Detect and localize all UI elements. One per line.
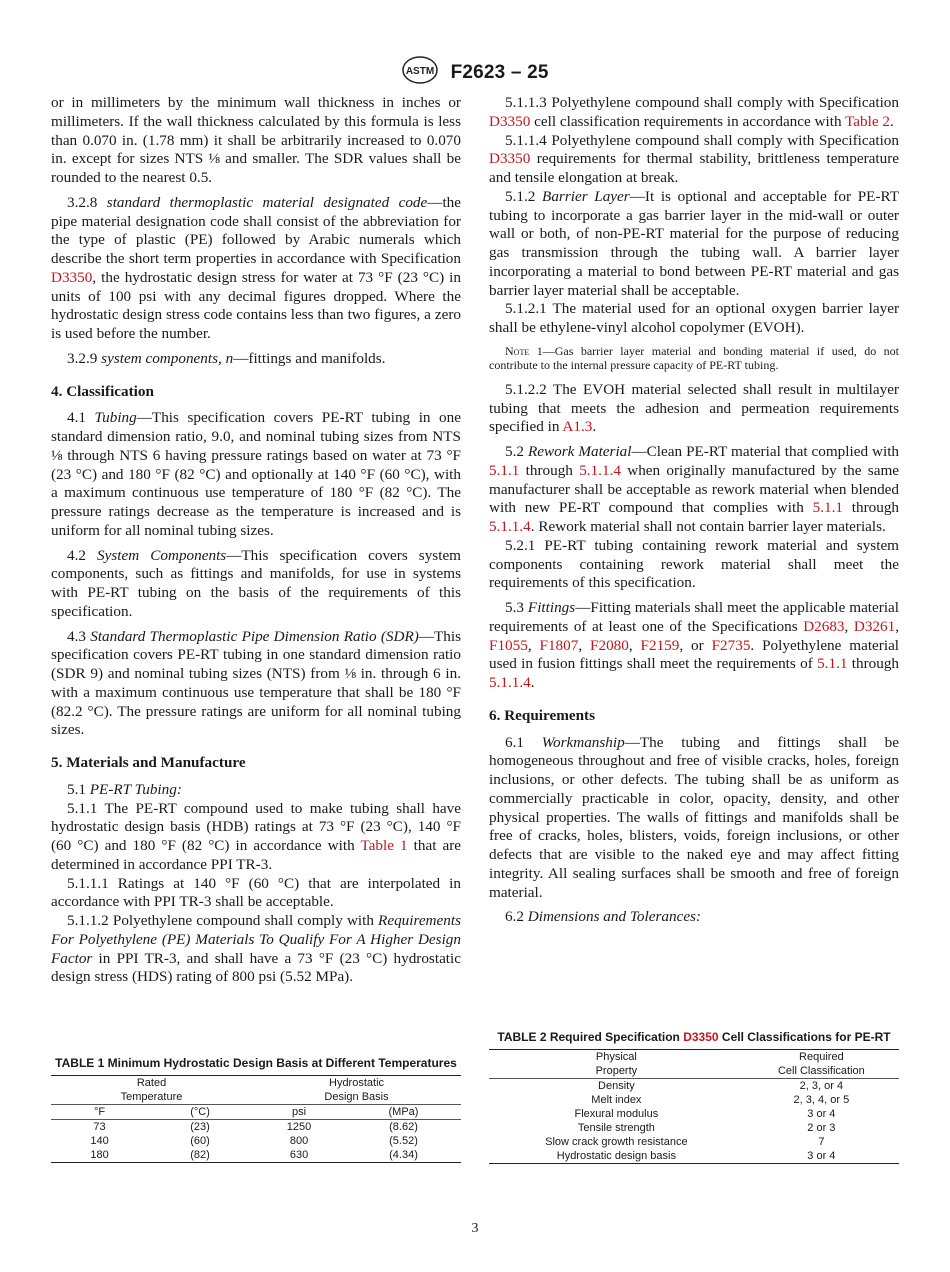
section-heading-materials: 5. Materials and Manufacture — [51, 754, 246, 771]
paragraph-5-1: 5.1 PE-RT Tubing: — [67, 780, 182, 798]
paragraph-4-1: 4.1 Tubing—This specification covers PE-RT tubing in one standard dimension ratio, 9.0, and nominal tubing sizes from NTS ⅛ through NTS 6 having pressure ratings based on water at 73 °F (23 °C) and 180 °F (82 °C) and optionally at 140 °F (60 °C), with a maximum continuous use temperature of 180 °F (82 °C). The pressure ratings decrease as the temperature is increased and is uniform for all nominal tubing sizes. — [51, 409, 461, 539]
table-1-grid — [51, 1075, 461, 1163]
table-row: Hydrostatic design basis 3 or 4 — [489, 1149, 899, 1164]
a1-3-link[interactable]: A1.3 — [562, 418, 593, 436]
paragraph-5-1-1-1: 5.1.1.1 Ratings at 140 °F (60 °C) that are interpolated in accordance with PPI TR-3 shall be acceptable. — [51, 874, 461, 911]
section-heading-requirements: 6. Requirements — [489, 706, 596, 724]
table-header-cell: Temperature — [120, 1091, 183, 1103]
d3350-link[interactable]: D3350 — [683, 1030, 719, 1044]
paragraph-4-2: 4.2 System Components—This specification covers system components, such as fittings and manifolds, for use in systems with PE-RT tubing on the basis of the requirements of this specification. — [51, 546, 461, 620]
section-5-1-1-link[interactable]: 5.1.1 — [812, 499, 843, 517]
paragraph-5-1-2-1: 5.1.2.1 The material used for an optional oxygen barrier layer shall be ethylene-vinyl alcohol copolymer (EVOH). — [489, 300, 899, 336]
table-row: Flexural modulus 3 or 4 — [574, 1108, 836, 1120]
d3350-link[interactable]: D3350 — [489, 112, 531, 130]
table-row: Tensile strength 2 or 3 — [577, 1122, 836, 1134]
table-row: Melt index 2, 3, 4, or 5 — [591, 1094, 850, 1106]
paragraph-3-2-8: 3.2.8 standard thermoplastic material designated code—the pipe material designation code shall consist of the abbreviation for the type of plastic (PE) followed by Arabic numerals which describe the short term properties in accordance with Specification D3350, the hydrostatic design stress for water at 73 °F (23 °C) in units of 100 psi with any decimal figures dropped. Where the hydrostatic design stress code contains less than two figures, a zero is used before the number. — [51, 193, 462, 342]
page-number: 3 — [471, 1221, 479, 1236]
spec-link-f2159[interactable]: F2159 — [640, 636, 680, 654]
table-row: Slow crack growth resistance 7 — [545, 1136, 825, 1148]
table-header-cell: Property — [595, 1065, 638, 1077]
paragraph-5-1-2: 5.1.2 Barrier Layer—It is optional and acceptable for PE-RT tubing to incorporate a gas barrier layer in the mid-wall or outer wall or both, of non-PE-RT material for the purpose of reducing gas transmission through the tubing wall. A barrier layer incorporating a material to bond between PE-RT material and gas barrier layer material shall be acceptable. — [489, 187, 900, 299]
spec-link-f1055[interactable]: F1055 — [489, 636, 528, 654]
table-1-caption: TABLE 1 Minimum Hydrostatic Design Basis at Different Temperatures — [55, 1056, 457, 1070]
table-2-grid — [489, 1049, 899, 1164]
table-2 — [489, 1030, 899, 1164]
spec-link-d2683[interactable]: D2683 — [803, 617, 845, 635]
section-5-1-1-4-link[interactable]: 5.1.1.4 — [489, 518, 531, 535]
table-header-cell: Hydrostatic — [329, 1077, 385, 1089]
paragraph-5-1-1: 5.1.1 The PE-RT compound used to make tubing shall have hydrostatic design basis (HDB) ratings at 73 °F (23 °C), 140 °F (60 °C) and 180 °F (82 °C) in accordance with Table 1 that are determined in accordance PPI TR-3. — [51, 799, 461, 873]
paragraph-5-1-2-2: 5.1.2.2 The EVOH material selected shall result in multilayer tubing that meets the adhesion and permeation requirements specified in A1.3. — [489, 380, 899, 436]
table-row: 180 (82) 630 (4.34) — [51, 1148, 461, 1163]
paragraph-5-3: 5.3 Fittings—Fitting materials shall meet the applicable material requirements of at least one of the Specifications D2683, D3261, F1055, F1807, F2080, F2159, or F2735. Polyethylene material used in fusion fittings shall meet the requirements of 5.1.1 through 5.1.1.4. — [489, 599, 900, 691]
table-1 — [51, 1056, 461, 1163]
d3350-link[interactable]: D3350 — [489, 150, 531, 168]
paragraph-6-2: 6.2 Dimensions and Tolerances: — [505, 908, 702, 926]
paragraph-5-2: 5.2 Rework Material—Clean PE-RT material that complied with 5.1.1 through 5.1.1.4 when originally manufactured by the same manufacturer shall be acceptable as rework material when blended with new PE-RT compound that complies with 5.1.1 through 5.1.1.4. Rework material shall not contain barrier layer materials. — [489, 443, 900, 535]
section-5-1-1-link[interactable]: 5.1.1 — [817, 655, 848, 673]
paragraph-4-3: 4.3 Standard Thermoplastic Pipe Dimension Ratio (SDR)—This specification covers PE-RT tubing in one standard dimension ratio (SDR 9) and nominal tubing sizes (NTS) from ⅛ in. through 6 in. with a maximum continuous use temperature that shall be 180 °F (82.2 °C). The pressure ratings are uniform for all nominal tubing sizes. — [51, 627, 461, 739]
paragraph-continued: or in millimeters by the minimum wall thickness in inches or millimeters. If the wall thickness calculated by this formula is less than 0.070 in. (1.78 mm) it shall be arbitrarily increased to 0.070 in. except for sizes NTS ⅛ and smaller. The SDR values shall be rounded to the nearest 0.5. — [51, 94, 461, 186]
table-1-link[interactable]: Table 1 — [360, 837, 408, 854]
paragraph-5-1-1-4: 5.1.1.4 Polyethylene compound shall comply with Specification D3350 requirements for thermal stability, brittleness temperature and tensile elongation at break. — [489, 131, 899, 186]
paragraph-3-2-9: 3.2.9 system components, n—fittings and manifolds. — [67, 349, 386, 367]
table-row: 140 (60) 800 (5.52) — [90, 1135, 418, 1147]
astm-logo-icon — [401, 55, 439, 91]
section-5-1-1-4-link[interactable]: 5.1.1.4 — [579, 461, 621, 479]
paragraph-6-1: 6.1 Workmanship—The tubing and fittings shall be homogeneous throughout and free of visible cracks, holes, foreign inclusions, or other defects. The tubing shall be as uniform as commercially practicable in color, opacity, density, and other physical properties. The walls of fittings and manifolds shall be free of cracks, holes, blisters, voids, foreign inclusions, or other defects that are visible to the naked eye and may affect fitting integrity. All sealing surfaces shall be smooth and free of foreign material. — [489, 733, 899, 901]
spec-link-f2735[interactable]: F2735 — [711, 636, 751, 654]
table-row: Density 2, 3, or 4 — [598, 1080, 844, 1092]
d3350-link[interactable]: D3350 — [51, 268, 93, 286]
table-row: 73 (23) 1250 (8.62) — [93, 1121, 418, 1133]
paragraph-5-2-1: 5.2.1 PE-RT tubing containing rework material and system components containing rework material shall meet the requirements of this specification. — [489, 536, 899, 592]
left-column — [51, 94, 461, 993]
svg-text:ASTM: ASTM — [406, 66, 435, 77]
table-header-cell: Cell Classification — [777, 1065, 865, 1077]
section-5-1-1-link[interactable]: 5.1.1 — [489, 461, 520, 479]
table-2-link[interactable]: Table 2 — [845, 112, 890, 130]
page-header — [0, 55, 950, 91]
paragraph-5-1-1-2: 5.1.1.2 Polyethylene compound shall comply with Requirements For Polyethylene (PE) Materials To Qualify For A Higher Design Factor in PPI TR-3, and shall have a 73 °F (23 °C) hydrostatic design stress (HDS) rating of 800 psi (5.52 MPa). — [51, 912, 461, 986]
table-header-cell: Rated — [136, 1077, 167, 1089]
table-header-cell: Physical — [595, 1051, 637, 1063]
spec-link-f1807[interactable]: F1807 — [539, 636, 579, 654]
section-5-1-1-4-link[interactable]: 5.1.1.4 — [489, 674, 531, 691]
spec-link-d3261[interactable]: D3261 — [853, 617, 896, 635]
spec-link-f2080[interactable]: F2080 — [590, 636, 629, 654]
table-header-cell: Required — [799, 1051, 844, 1063]
table-header-cell: Design Basis — [324, 1091, 389, 1103]
table-2-caption: TABLE 2 Required Specification D3350 Cell Classifications for PE-RT — [497, 1030, 891, 1044]
table-units-row: °F (°C) psi (MPa) — [51, 1105, 461, 1120]
paragraph-5-1-1-3: 5.1.1.3 Polyethylene compound shall comply with Specification D3350 cell classification requirements in accordance with Table 2. — [489, 94, 899, 130]
document-designation: F2623 – 25 — [450, 62, 549, 83]
section-heading-classification: 4. Classification — [51, 382, 154, 400]
right-column — [489, 94, 899, 933]
note-1: Note 1—Gas barrier layer material and bonding material if used, do not contribute to the internal pressure capacity of PE-RT tubing. — [489, 343, 900, 373]
